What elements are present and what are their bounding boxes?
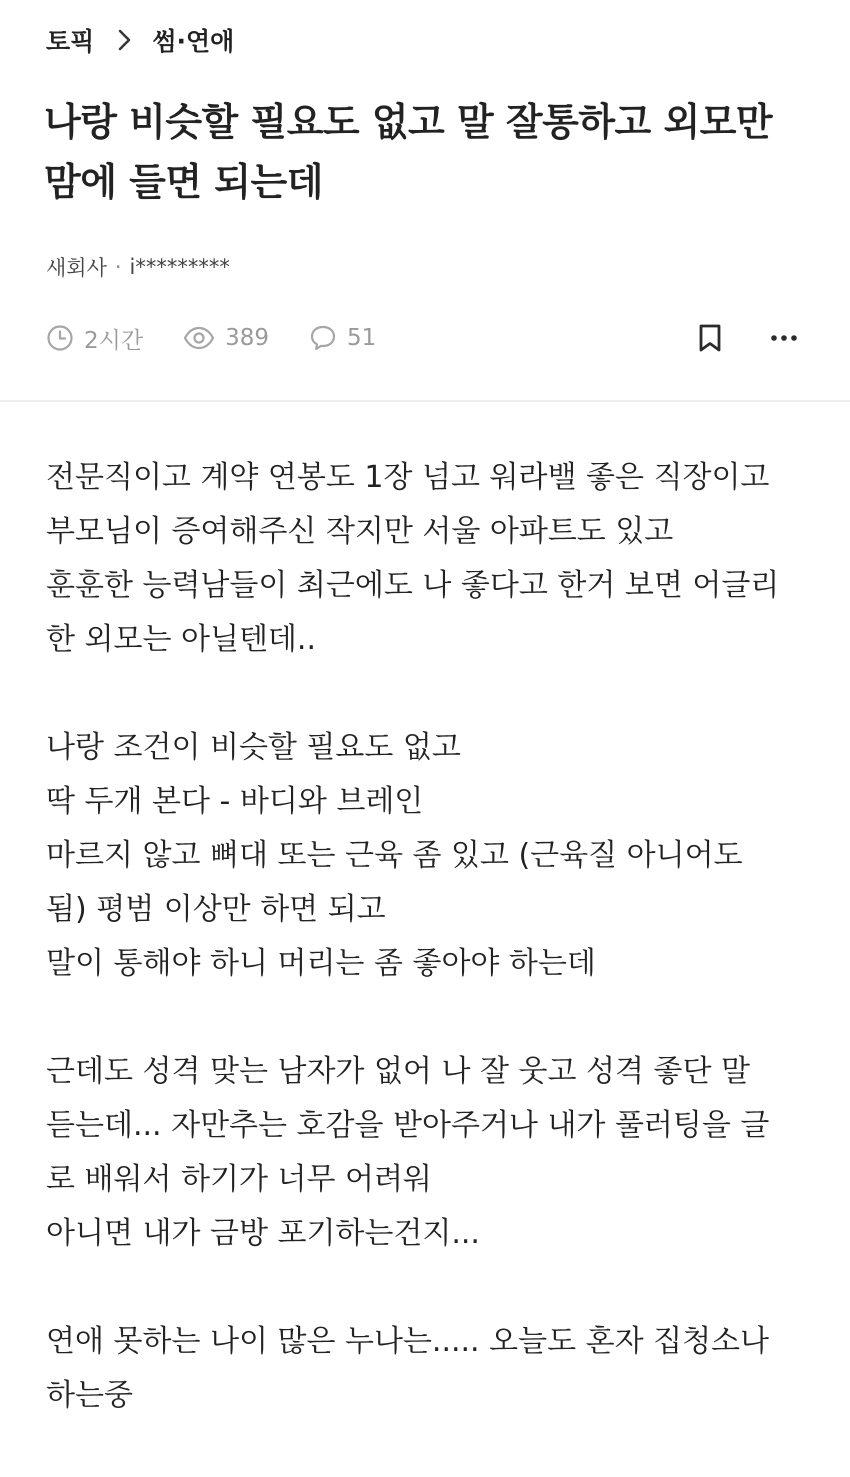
more-button[interactable] [762, 316, 806, 360]
meta-separator: · [114, 255, 122, 279]
content-line: 근데도 성격 맞는 남자가 없어 나 잘 웃고 성격 좋단 말 [46, 1054, 750, 1089]
content-line: 마르지 않고 뼈대 또는 근육 좀 있고 (근육질 아니어도 [46, 838, 743, 873]
post-paragraph [46, 451, 816, 667]
content-line: 하는중 [46, 1378, 133, 1413]
content-line: 말이 통해야 하니 머리는 좀 좋아야 하는데 [46, 946, 596, 981]
section-divider [0, 400, 850, 402]
comment-icon [309, 324, 337, 352]
comments-count: 51 [346, 325, 377, 351]
clock-icon [46, 324, 74, 352]
content-line: 한 외모는 아닐텐데.. [46, 622, 316, 657]
bookmark-button[interactable] [688, 316, 732, 360]
breadcrumb-topic[interactable]: 토픽 [46, 27, 95, 56]
more-icon [770, 334, 798, 342]
content-line: 연애 못하는 나이 많은 누나는..... 오늘도 혼자 집청소나 [46, 1324, 770, 1359]
post-content [46, 451, 816, 1477]
post-paragraph [46, 1045, 816, 1261]
author-company[interactable]: 새회사 [46, 256, 107, 280]
bookmark-icon [697, 323, 723, 353]
content-line: 로 배워서 하기가 너무 어려워 [46, 1162, 432, 1197]
chevron-right-icon [118, 29, 132, 51]
author-name[interactable]: i********* [129, 255, 230, 279]
content-line: 부모님이 증여해주신 작지만 서울 아파트도 있고 [46, 514, 674, 549]
post-paragraph [46, 721, 816, 991]
content-line: 나랑 조건이 비슷할 필요도 없고 [46, 730, 461, 765]
eye-icon [183, 326, 215, 350]
post-paragraph [46, 1315, 816, 1423]
content-line: 듣는데... 자만추는 호감을 받아주거나 내가 풀러팅을 글 [46, 1108, 770, 1143]
breadcrumb-category[interactable]: 썸·연애 [152, 27, 235, 56]
content-line: 전문직이고 계약 연봉도 1장 넘고 워라밸 좋은 직장이고 [46, 460, 770, 495]
content-line: 딱 두개 본다 - 바디와 브레인 [46, 784, 424, 819]
time-text: 2시간 [84, 327, 144, 354]
breadcrumb [46, 20, 234, 60]
content-line: 아니면 내가 금방 포기하는건지... [46, 1216, 480, 1251]
content-line: 됨) 평범 이상만 하면 되고 [46, 892, 386, 927]
time-stat [46, 322, 143, 355]
views-count: 389 [225, 325, 269, 351]
comments-stat[interactable] [309, 324, 376, 352]
content-line: 훈훈한 능력남들이 최근에도 나 좋다고 한거 보면 어글리 [46, 568, 780, 603]
views-stat [183, 325, 269, 351]
post-meta [46, 252, 230, 282]
post-title: 나랑 비슷할 필요도 없고 말 잘통하고 외모만 맘에 들면 되는데 [44, 100, 773, 204]
post-stats [46, 318, 806, 358]
